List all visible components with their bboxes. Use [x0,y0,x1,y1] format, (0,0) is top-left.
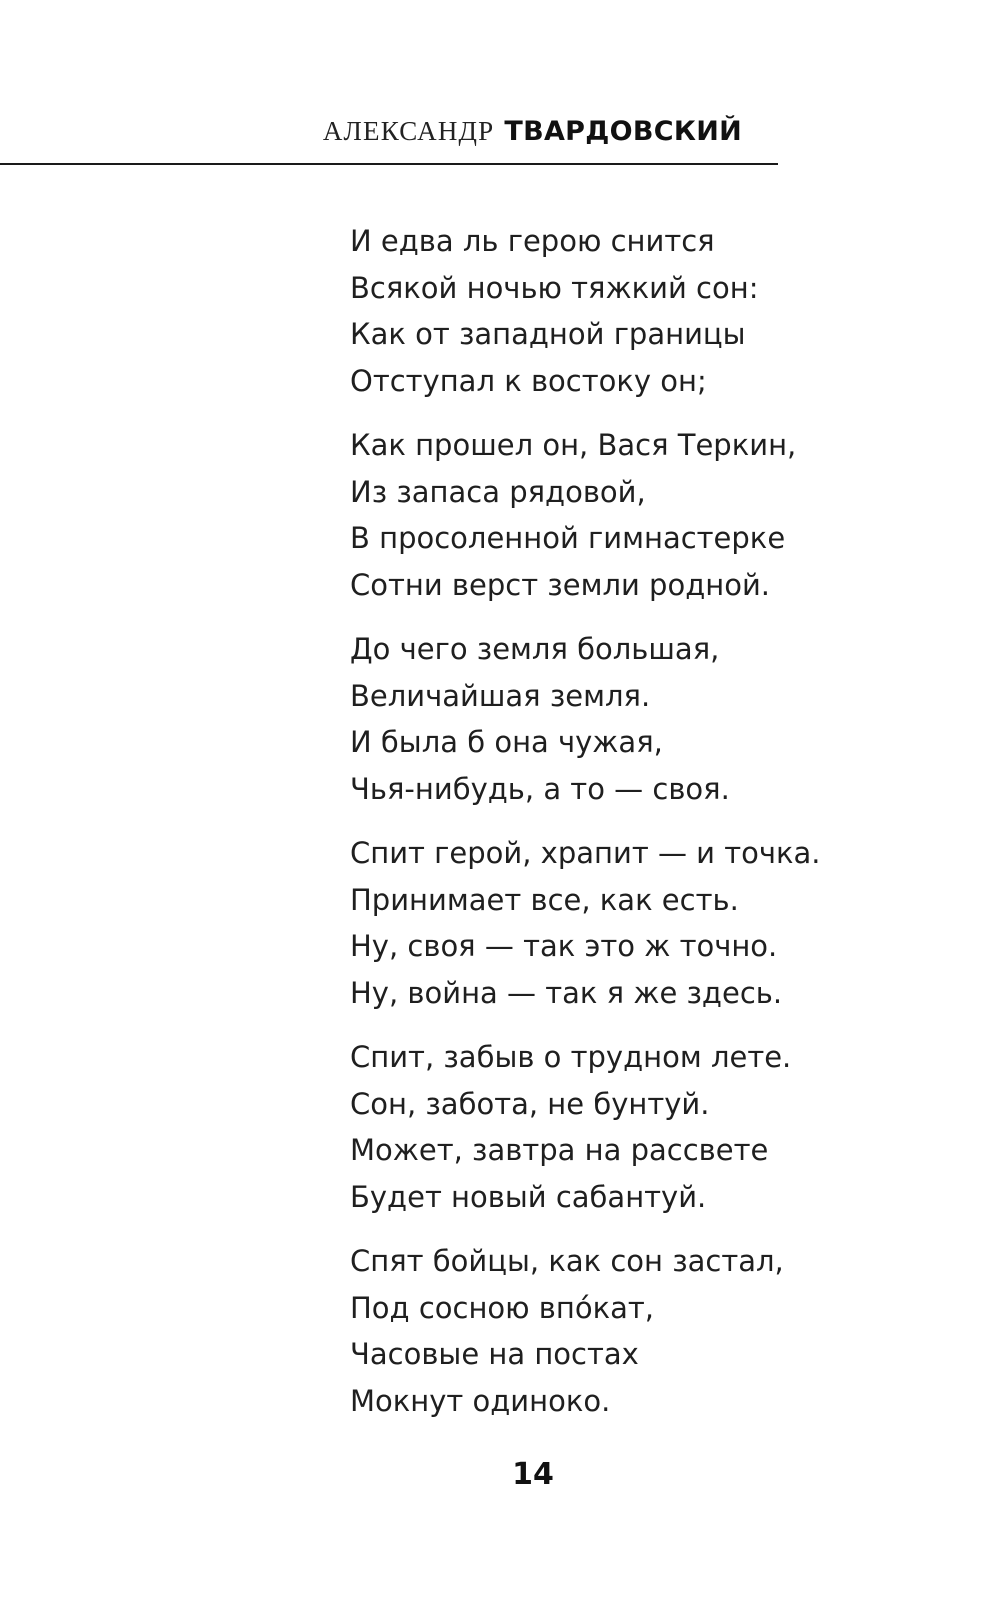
page-number: 14 [512,1457,554,1492]
poem-line: Под сосною впóкат, [350,1290,654,1325]
poem-line: Величайшая земля. [350,678,651,713]
poem-line: В просоленной гимнастерке [350,521,786,555]
stanza-2 [350,422,820,608]
poem-line: Часовые на постах [350,1337,639,1371]
poem-line: Сотни верст земли родной. [350,567,771,602]
poem-line: Как прошел он, Вася Теркин, [350,428,797,462]
poem-line: Ну, своя — так это ж точно. [350,929,778,963]
author-last-name: ТВАРДОВСКИЙ [504,116,742,147]
stanza-5 [350,1034,820,1220]
poem-line: Принимает все, как есть. [350,882,739,917]
poem-line: Ну, война — так я же здесь. [350,975,783,1010]
poem-line: И едва ль герою снится [350,224,715,258]
poem-line: Будет новый сабантуй. [350,1179,707,1214]
poem-body [350,218,820,1442]
poem-line: Как от западной границы [350,317,746,351]
poem-line: Чья-нибудь, а то — своя. [350,771,730,806]
poem-line: И была б она чужая, [350,725,663,759]
stanza-1 [350,218,820,404]
poem-line: Спят бойцы, как сон застал, [350,1244,784,1278]
poem-line: Отступал к востоку он; [350,363,707,398]
poem-line: Может, завтра на рассвете [350,1133,769,1167]
header-rule [0,163,778,165]
stanza-3 [350,626,820,812]
poem-line: Спит герой, храпит — и точка. [350,836,821,870]
poem-line: Мокнут одиноко. [350,1383,611,1418]
poem-line: До чего земля большая, [350,632,720,666]
poem-line: Сон, забота, не бунтуй. [350,1086,710,1121]
running-head [323,118,742,145]
stanza-4 [350,830,820,1016]
poem-line: Спит, забыв о трудном лете. [350,1040,792,1074]
poem-line: Из запаса рядовой, [350,474,646,509]
poem-line: Всякой ночью тяжкий сон: [350,270,759,305]
stanza-6 [350,1238,820,1424]
author-first-name: АЛЕКСАНДР [322,116,495,146]
